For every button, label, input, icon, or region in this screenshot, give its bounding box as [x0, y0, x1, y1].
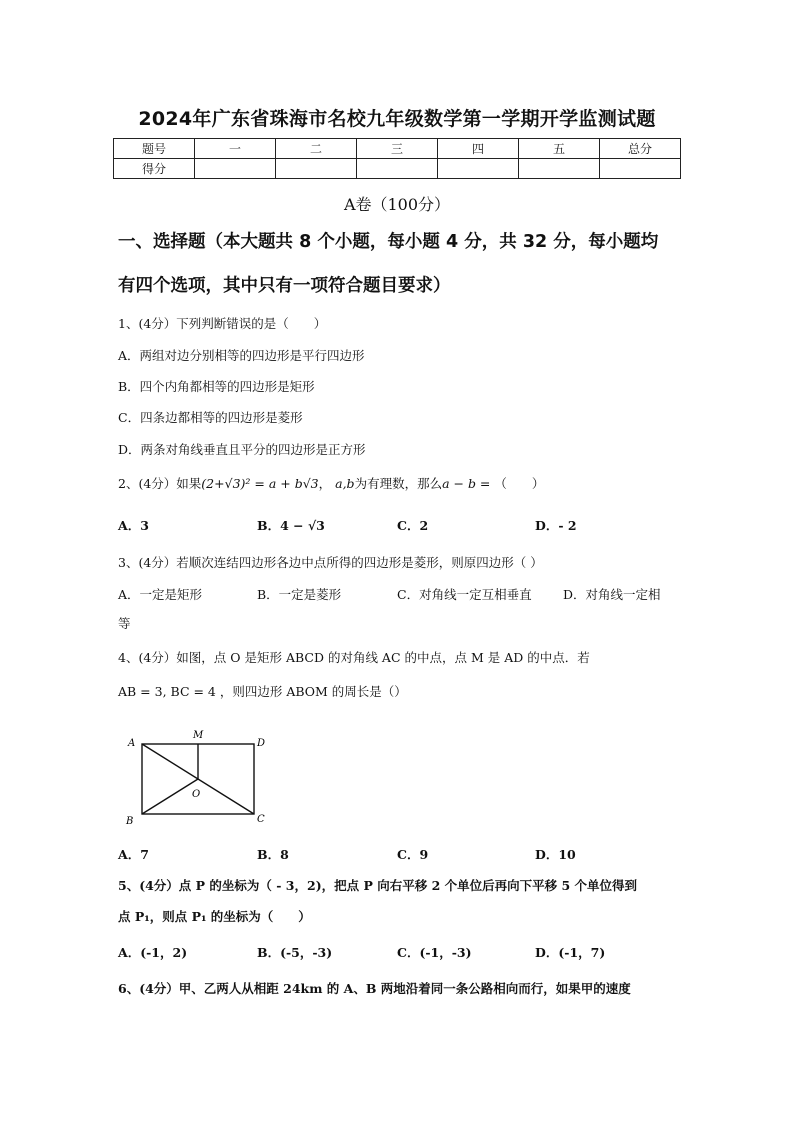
score-cell — [519, 159, 600, 179]
q4-option-a: A．7 — [118, 847, 149, 862]
figure-label-b: B — [126, 816, 134, 827]
rectangle-figure — [120, 724, 280, 830]
score-cell — [195, 159, 276, 179]
q4-stem-line1: 4、(4分）如图，点 O 是矩形 ABCD 的对角线 AC 的中点，点 M 是 AD 的中点．若 — [118, 650, 590, 665]
q1-option-d: D．两条对角线垂直且平分的四边形是正方形 — [118, 442, 366, 457]
q2-option-a: A．3 — [118, 518, 149, 533]
q4-option-c: C．9 — [397, 847, 429, 862]
q2-option-b: B．4 − √3 — [257, 518, 325, 533]
score-cell — [600, 159, 681, 179]
juan-heading: A卷（100分） — [343, 195, 451, 214]
q5-option-c: C．(-1，-3) — [397, 945, 472, 960]
score-header-cell: 二 — [276, 139, 357, 159]
score-header-cell: 题号 — [114, 139, 195, 159]
q1-option-b: B．四个内角都相等的四边形是矩形 — [118, 379, 315, 394]
figure-label-d: D — [257, 738, 266, 749]
section-heading-line2: 有四个选项，其中只有一项符合题目要求） — [118, 276, 451, 296]
q2-option-c: C．2 — [397, 518, 429, 533]
q3-option-a: A．一定是矩形 — [118, 587, 203, 602]
q5-stem-line1: 5、(4分）点 P 的坐标为（ - 3，2)，把点 P 向右平移 2 个单位后再向下平移 5 个单位得到 — [118, 878, 638, 893]
q3-stem: 3、(4分）若顺次连结四边形各边中点所得的四边形是菱形，则原四边形（ ） — [118, 555, 543, 570]
q2-option-d: D．- 2 — [535, 518, 577, 533]
q2-expression: (2+√3)² = a + b√3 — [201, 476, 319, 491]
score-header-cell: 五 — [519, 139, 600, 159]
q2-variables: a,b — [335, 476, 355, 491]
q1-option-a: A．两组对边分别相等的四边形是平行四边形 — [118, 348, 365, 363]
q3-option-b: B．一定是菱形 — [257, 587, 342, 602]
score-cell — [438, 159, 519, 179]
score-table-header-row — [114, 139, 681, 159]
q3-option-d: D．对角线一定相 — [563, 587, 661, 602]
q3-option-d-continued: 等 — [118, 616, 131, 631]
q1-option-c: C．四条边都相等的四边形是菱形 — [118, 410, 303, 425]
score-cell — [357, 159, 438, 179]
q4-stem-line2: AB = 3, BC = 4 ，则四边形 ABOM 的周长是（） — [118, 684, 407, 699]
q2-stem-mid: 为有理数，那么 — [354, 476, 443, 491]
q6-stem-line1: 6、(4分）甲、乙两人从相距 24km 的 A、B 两地沿着同一条公路相向而行，如果甲的速度 — [118, 981, 631, 996]
q5-stem-line2: 点 P₁，则点 P₁ 的坐标为（ ） — [118, 909, 311, 924]
score-row-label: 得分 — [114, 159, 195, 179]
q2-stem — [118, 474, 544, 492]
q2-stem-comma: ， — [318, 476, 332, 491]
q5-option-d: D．(-1，7) — [535, 945, 606, 960]
score-header-cell: 三 — [357, 139, 438, 159]
q2-stem-end: （ ） — [494, 476, 545, 491]
q2-stem-prefix: 2、(4分）如果 — [118, 476, 202, 491]
figure-label-m: M — [193, 730, 204, 741]
section-heading-line1: 一、选择题（本大题共 8 个小题，每小题 4 分，共 32 分，每小题均 — [118, 232, 659, 252]
q2-expression-2: a − b = — [442, 476, 491, 491]
q5-option-b: B．(-5，-3) — [257, 945, 333, 960]
q3-option-c: C．对角线一定互相垂直 — [397, 587, 532, 602]
score-table-score-row — [114, 159, 681, 179]
score-cell — [276, 159, 357, 179]
q5-option-a: A．(-1，2) — [118, 945, 188, 960]
q1-stem: 1、(4分）下列判断错误的是（ ） — [118, 316, 327, 331]
figure-label-c: C — [257, 814, 265, 825]
figure-label-o: O — [192, 789, 201, 800]
q4-option-b: B．8 — [257, 847, 289, 862]
score-header-cell: 一 — [195, 139, 276, 159]
score-header-cell: 四 — [438, 139, 519, 159]
score-header-cell: 总分 — [600, 139, 681, 159]
q4-option-d: D．10 — [535, 847, 576, 862]
score-table — [113, 138, 681, 179]
exam-title: 2024年广东省珠海市名校九年级数学第一学期开学监测试题 — [138, 108, 656, 130]
segment-bo — [142, 779, 201, 814]
figure-label-a: A — [128, 738, 136, 749]
